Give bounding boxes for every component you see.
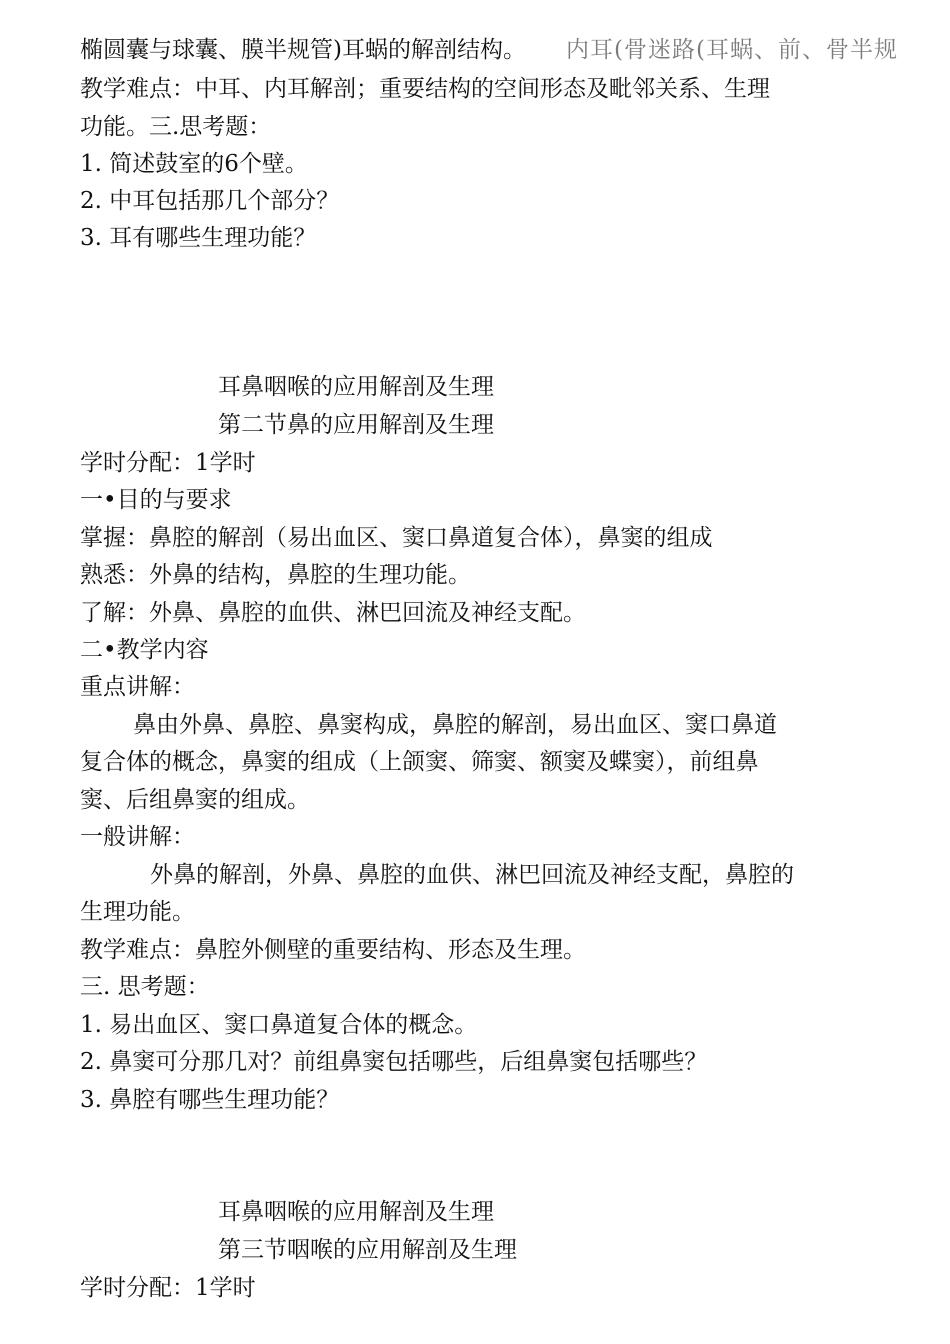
question-2-1: 1. 易出血区、窦口鼻道复合体的概念。 — [80, 1012, 478, 1038]
section-subtitle-3: 第三节咽喉的应用解剖及生理 — [218, 1237, 517, 1263]
question-2-2: 2. 鼻窦可分那几对？前组鼻窦包括哪些，后组鼻窦包括哪些？ — [80, 1049, 708, 1075]
key-points-line-3: 窦、后组鼻窦的组成。 — [80, 787, 310, 813]
question-1: 1. 简述鼓室的6个壁。 — [80, 151, 308, 177]
key-points-line-1: 鼻由外鼻、鼻腔、鼻窦构成，鼻腔的解剖，易出血区、窦口鼻道 — [133, 712, 777, 738]
class-hours-3: 学时分配：1学时 — [80, 1275, 256, 1301]
general-points-label: 一般讲解： — [80, 824, 195, 850]
heading-questions: 三. 思考题： — [80, 974, 210, 1000]
general-points-line-1: 外鼻的解剖，外鼻、鼻腔的血供、淋巴回流及神经支配，鼻腔的 — [150, 862, 794, 888]
section-title: 耳鼻咽喉的应用解剖及生理 — [218, 374, 494, 400]
understand-text: 了解：外鼻、鼻腔的血供、淋巴回流及神经支配。 — [80, 600, 586, 626]
question-2: 2. 中耳包括那几个部分？ — [80, 188, 340, 214]
master-text: 掌握：鼻腔的解剖（易出血区、窦口鼻道复合体），鼻窦的组成 — [80, 525, 713, 551]
difficulty-text-2: 教学难点：鼻腔外侧壁的重要结构、形态及生理。 — [80, 937, 586, 963]
familiar-text: 熟悉：外鼻的结构，鼻腔的生理功能。 — [80, 562, 471, 588]
text-line-a: 椭圆囊与球囊、膜半规管)耳蜗的解剖结构。 — [80, 37, 526, 63]
section-subtitle: 第二节鼻的应用解剖及生理 — [218, 412, 494, 438]
general-points-line-2: 生理功能。 — [80, 899, 195, 925]
heading-objectives: 一•目的与要求 — [80, 487, 232, 513]
difficulty-continued: 功能。三.思考题： — [80, 114, 272, 140]
key-points-label: 重点讲解： — [80, 674, 195, 700]
question-3: 3. 耳有哪些生理功能？ — [80, 225, 317, 251]
key-points-line-2: 复合体的概念，鼻窦的组成（上颌窦、筛窦、额窦及蝶窦），前组鼻 — [80, 749, 759, 775]
section-title-3: 耳鼻咽喉的应用解剖及生理 — [218, 1199, 494, 1225]
question-2-3: 3. 鼻腔有哪些生理功能？ — [80, 1087, 340, 1113]
class-hours: 学时分配：1学时 — [80, 450, 256, 476]
overlapping-text-line — [80, 36, 898, 64]
heading-content: 二•教学内容 — [80, 637, 209, 663]
text-line-b: 内耳(骨迷路(耳蜗、前、骨半规 — [566, 37, 898, 63]
difficulty-text: 教学难点：中耳、内耳解剖；重要结构的空间形态及毗邻关系、生理 — [80, 76, 770, 102]
